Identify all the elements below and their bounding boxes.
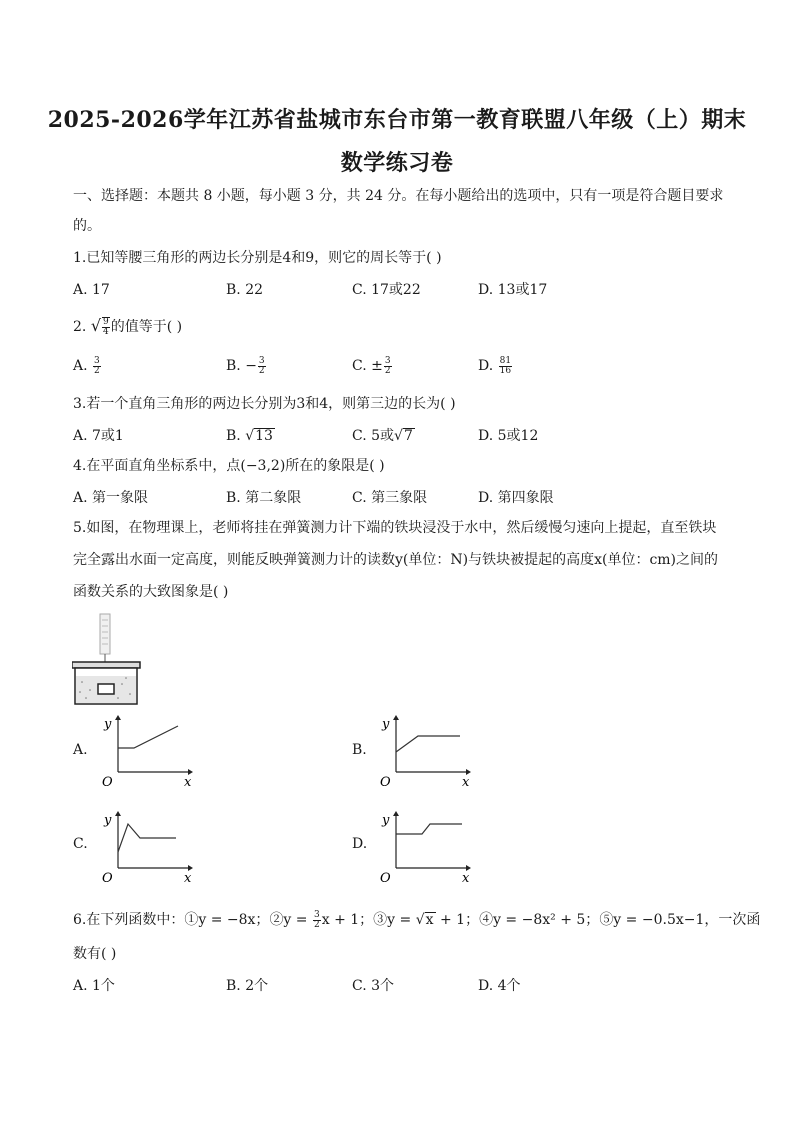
question-3-option-b[interactable]: B. √13: [226, 428, 273, 444]
graph-d-origin: O: [380, 871, 391, 886]
question-4-option-c[interactable]: C. 第三象限: [352, 490, 428, 506]
page-subtitle: 数学练习卷: [340, 150, 454, 176]
graph-c-origin: O: [102, 871, 113, 886]
q2-suffix: 的值等于( ): [110, 319, 183, 335]
question-6-option-c[interactable]: C. 3个: [352, 978, 395, 994]
question-1-stem: 1.已知等腰三角形的两边长分别是4和9，则它的周长等于( ): [73, 250, 442, 266]
graph-option-a-label[interactable]: A.: [73, 742, 88, 758]
graph-option-c-label[interactable]: C.: [73, 836, 88, 852]
graph-option-b[interactable]: [376, 714, 472, 790]
question-2-option-b[interactable]: B. − $\frac{3}{2}$: [226, 355, 265, 376]
graph-b-x-label: x: [462, 775, 470, 790]
question-2-option-d[interactable]: D. $\frac{81}{16}$: [478, 355, 512, 376]
q6-func-4: ④y = −8x² + 5；: [479, 912, 600, 928]
graph-d-y-label: y: [382, 813, 390, 828]
question-4-stem: 4.在平面直角坐标系中，点(−3,2)所在的象限是( ): [73, 458, 385, 474]
question-6-stem-line1: 6.在下列函数中：①y = −8x；②y = $\frac{3}{2}$ x + 1；③y = √x + 1；④y = −8x² + 5；⑤y = −0.5x−1，一次函: [73, 909, 761, 930]
question-5-stem-line2: 完全露出水面一定高度，则能反映弹簧测力计的读数y(单位：N)与铁块被提起的高度x(单位：cm)之间的: [73, 552, 719, 568]
graph-a-x-label: x: [184, 775, 192, 790]
graph-option-a[interactable]: [98, 714, 194, 790]
question-4-option-b[interactable]: B. 第二象限: [226, 490, 302, 506]
graph-a-y-label: y: [104, 717, 112, 732]
spring-scale-illustration: [72, 612, 144, 708]
question-1-option-c[interactable]: C. 17或22: [352, 282, 421, 298]
question-3-stem: 3.若一个直角三角形的两边长分别为3和4，则第三边的长为( ): [73, 396, 456, 412]
question-6-option-b[interactable]: B. 2个: [226, 978, 269, 994]
graph-option-d[interactable]: [376, 810, 472, 886]
graph-option-c[interactable]: [98, 810, 194, 886]
graph-c-y-label: y: [104, 813, 112, 828]
question-6-option-d[interactable]: D. 4个: [478, 978, 521, 994]
graph-option-b-label[interactable]: B.: [352, 742, 367, 758]
question-6-option-a[interactable]: A. 1个: [73, 978, 115, 994]
question-1-option-b[interactable]: B. 22: [226, 282, 264, 298]
section-heading: 一、选择题：本题共 8 小题，每小题 3 分，共 24 分。在每小题给出的选项中，只有一项是符合题目要求: [73, 188, 724, 204]
question-6-stem-line2: 数有( ): [73, 946, 117, 962]
question-5-stem-line3: 函数关系的大致图象是( ): [73, 584, 229, 600]
question-5-stem-line1: 5.如图，在物理课上，老师将挂在弹簧测力计下端的铁块浸没于水中，然后缓慢匀速向上提起，直至铁块: [73, 520, 717, 536]
question-4-option-a[interactable]: A. 第一象限: [73, 490, 149, 506]
question-2-option-a[interactable]: A. $\frac{3}{2}$: [73, 355, 100, 376]
q6-func-2: ②y = $\frac{3}{2}$ x + 1；: [269, 909, 374, 930]
graph-option-d-label[interactable]: D.: [352, 836, 368, 852]
question-3-option-a[interactable]: A. 7或1: [73, 428, 124, 444]
question-2-option-c[interactable]: C. ± $\frac{3}{2}$: [352, 355, 391, 376]
graph-b-origin: O: [380, 775, 391, 790]
question-4-option-d[interactable]: D. 第四象限: [478, 490, 554, 506]
question-3-option-c[interactable]: C. 5或√7: [352, 428, 413, 444]
graph-b-y-label: y: [382, 717, 390, 732]
page-title: 2025-2026学年江苏省盐城市东台市第一教育联盟八年级（上）期末: [47, 107, 747, 133]
q6-func-5: ⑤y = −0.5x−1，一次函: [599, 912, 761, 928]
section-heading-cont: 的。: [73, 218, 101, 234]
graph-c-x-label: x: [184, 871, 192, 886]
q2-prefix: 2.: [73, 319, 91, 335]
question-1-option-d[interactable]: D. 13或17: [478, 282, 548, 298]
question-1-option-a[interactable]: A. 17: [73, 282, 110, 298]
question-3-option-d[interactable]: D. 5或12: [478, 428, 539, 444]
q2-radicand: $\frac{9}{4}$: [103, 317, 109, 337]
graph-d-x-label: x: [462, 871, 470, 886]
q6-func-3: ③y = √x + 1；: [373, 912, 480, 928]
q6-func-1: ①y = −8x；: [184, 912, 270, 928]
question-2-stem: 2. √ $\frac{9}{4}$ 的值等于( ): [73, 316, 183, 337]
graph-a-origin: O: [102, 775, 113, 790]
